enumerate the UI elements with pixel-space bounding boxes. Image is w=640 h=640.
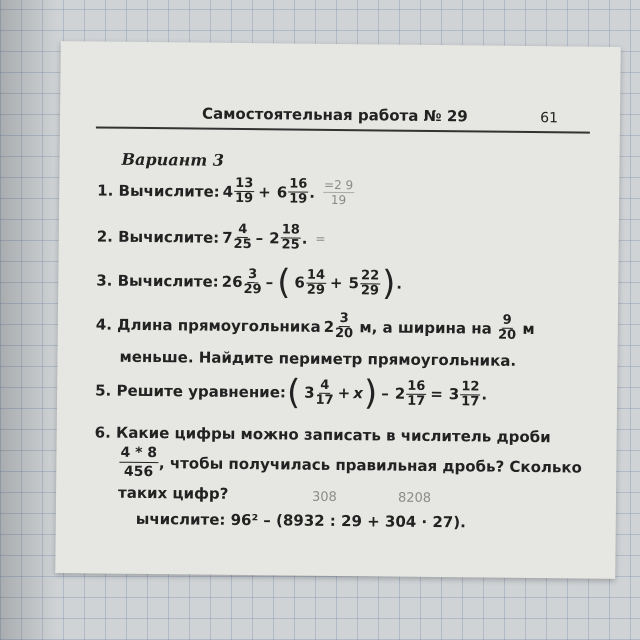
problem-6-text-1: Какие цифры можно записать в числитель дроби xyxy=(115,423,551,447)
problem-1-text: Вычислите: xyxy=(118,181,220,201)
p5-variable: x xyxy=(353,384,364,403)
p5-whole-2: 2 xyxy=(394,384,406,403)
p6-pencil-note-a: 308 xyxy=(311,489,337,505)
problem-4-number: 4. xyxy=(95,314,113,334)
p4-whole-1: 2 xyxy=(323,317,335,336)
p3-fraction-1: $\frac{3}{29}$ xyxy=(243,266,262,297)
p5-operator-2: – xyxy=(381,384,389,403)
page-number: 61 xyxy=(540,110,559,127)
p2-whole-1: 7 xyxy=(222,228,233,247)
p3-whole-1: 26 xyxy=(221,272,243,291)
p5-open-paren: ( xyxy=(286,372,301,413)
problem-3-number: 3. xyxy=(96,271,113,290)
p5-fraction-3: $\frac{12}{17}$ xyxy=(461,378,480,409)
p2-fraction-1: $\frac{4}{25}$ xyxy=(233,221,252,253)
p5-close-paren: ) xyxy=(363,373,378,414)
p1-fraction-2: $\frac{16}{19}$ xyxy=(289,176,308,207)
problem-4-text-b: м, а ширина на xyxy=(359,317,492,338)
problem-6-number: 6. xyxy=(94,423,111,442)
p2-end: . xyxy=(301,229,308,248)
p1-pencil-note: $\frac{=2 9}{19}$ xyxy=(324,177,354,208)
p3-operator-2: + xyxy=(329,273,343,293)
problem-6-line-2 xyxy=(118,444,582,486)
p3-fraction-2: $\frac{14}{29}$ xyxy=(306,267,326,298)
problem-2 xyxy=(97,221,326,252)
p5-whole-1: 3 xyxy=(304,383,315,402)
p6-fraction: $\frac{4 * 8}{456}$ xyxy=(120,444,158,481)
problem-5-text: Решите уравнение: xyxy=(116,381,287,402)
p4-fraction-1: $\frac{3}{20}$ xyxy=(334,311,354,342)
problem-5 xyxy=(95,372,488,414)
p5-end: . xyxy=(481,385,488,404)
p2-pencil-note: = xyxy=(315,231,326,246)
p3-close-paren: ) xyxy=(381,263,396,304)
problem-2-text: Вычислите: xyxy=(118,227,220,247)
variant-heading: Вариант 3 xyxy=(121,149,225,170)
p5-equals: = xyxy=(430,384,443,404)
header-divider xyxy=(96,126,590,133)
p2-fraction-2: $\frac{18}{25}$ xyxy=(281,222,300,253)
problem-4 xyxy=(96,309,535,343)
problem-3 xyxy=(96,262,403,304)
p1-operator: + xyxy=(258,182,271,201)
problem-4-line-2: меньше. Найдите периметр прямоугольника. xyxy=(119,347,517,370)
p5-fraction-2: $\frac{16}{17}$ xyxy=(407,378,426,409)
p5-fraction-1: $\frac{4}{17}$ xyxy=(315,377,334,408)
problem-2-number: 2. xyxy=(96,226,113,246)
p6-pencil-note-b: 8208 xyxy=(397,490,432,506)
p1-whole-2: 6 xyxy=(276,182,288,201)
left-shadow xyxy=(0,0,58,640)
problem-4-text-a: Длина прямоугольника xyxy=(117,315,321,336)
p3-whole-2: 6 xyxy=(294,273,305,292)
p3-open-paren: ( xyxy=(276,262,291,303)
p3-fraction-3: $\frac{22}{29}$ xyxy=(360,267,380,298)
p3-end: . xyxy=(396,274,403,293)
p1-end: . xyxy=(309,183,316,202)
worksheet-page xyxy=(55,41,621,579)
p5-operator-1: + xyxy=(337,384,351,403)
p3-whole-3: 5 xyxy=(348,274,360,293)
p1-whole-1: 4 xyxy=(222,182,234,201)
p3-operator-1: – xyxy=(265,273,274,292)
p4-fraction-2: $\frac{9}{20}$ xyxy=(497,312,517,343)
problem-6-text-2: , чтобы получилась правильная дробь? Сколько xyxy=(158,453,582,477)
p2-whole-2: 2 xyxy=(269,228,280,247)
p5-whole-3: 3 xyxy=(448,385,460,404)
problem-5-number: 5. xyxy=(95,381,112,400)
p1-fraction-1: $\frac{13}{19}$ xyxy=(234,175,254,207)
p2-operator: – xyxy=(255,228,264,247)
problem-6-line-3: таких цифр? xyxy=(117,483,229,503)
worksheet-title: Самостоятельная работа № 29 xyxy=(201,104,468,126)
problem-3-text: Вычислите: xyxy=(117,271,219,291)
problem-7-line: ычислите: 96² – (8932 : 29 + 304 · 27). xyxy=(135,509,466,532)
problem-6-line-1 xyxy=(95,423,551,446)
p4-unit: м xyxy=(522,319,535,338)
problem-1-number: 1. xyxy=(97,180,114,200)
problem-1 xyxy=(97,175,355,207)
